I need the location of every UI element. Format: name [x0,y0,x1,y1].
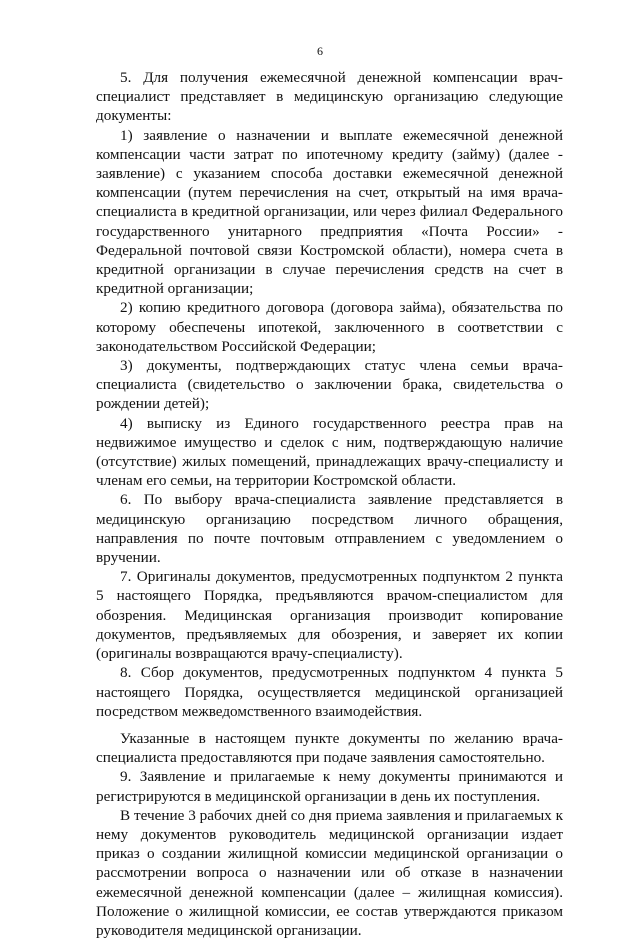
paragraph-item-9-commission: В течение 3 рабочих дней со дня приема заявления и прилагаемых к нему документов руководитель медицинской организации издает приказ о создании жилищной комиссии медицинской организации о рассмотрении вопроса о назначении или об отказе в назначении ежемесячной денежной компенсации (далее – жилищная комиссия). Положение о жилищной комиссии, ее состав утверждаются приказом руководителя медицинской организации. [96,806,563,939]
document-body [96,68,563,940]
paragraph-subitem-1: 1) заявление о назначении и выплате ежемесячной денежной компенсации части затрат по ипотечному кредиту (займу) (далее - заявление) с указанием способа доставки ежемесячной денежной компенсации (путем перечисления на счет, открытый на имя врача-специалиста в кредитной организации, или через филиал Федерального государственного унитарного предприятия «Почта России» - Федеральной почтовой связи Костромской области), номера счета в кредитной организации в случае перечисления средств на счет в кредитной организации; [96,126,563,298]
paragraph-subitem-3: 3) документы, подтверждающих статус члена семьи врача-специалиста (свидетельство о заключении брака, свидетельства о рождении детей); [96,357,563,413]
paragraph-item-8-note: Указанные в настоящем пункте документы по желанию врача-специалиста предоставляются при подаче заявления самостоятельно. [96,729,563,767]
paragraph-item-8: 8. Сбор документов, предусмотренных подпунктом 4 пункта 5 настоящего Порядка, осуществляется медицинской организацией посредством межведомственного взаимодействия. [96,664,563,720]
paragraph-item-5: 5. Для получения ежемесячной денежной компенсации врач-специалист представляет в медицинскую организацию следующие документы: [96,69,563,125]
paragraph-item-7: 7. Оригиналы документов, предусмотренных подпунктом 2 пункта 5 настоящего Порядка, предъявляются врачом-специалистом для обозрения. Медицинская организация производит копирование документов, предъявляемых для обозрения, и заверяет их копии (оригиналы возвращаются врачу-специалисту). [96,568,563,663]
page-number: 6 [317,44,323,58]
paragraph-item-9: 9. Заявление и прилагаемые к нему документы принимаются и регистрируются в медицинской организации в день их поступления. [96,768,563,805]
paragraph-subitem-2: 2) копию кредитного договора (договора займа), обязательства по которому обеспечены ипотекой, заключенного в соответствии с законодательством Российской Федерации; [96,299,563,355]
paragraph-subitem-4: 4) выписку из Единого государственного реестра прав на недвижимое имущество и сделок с ним, подтверждающую наличие (отсутствие) жилых помещений, принадлежащих врачу-специалисту и членам его семьи, на территории Костромской области. [96,414,563,490]
paragraph-item-6: 6. По выбору врача-специалиста заявление представляется в медицинскую организацию посредством личного обращения, направления по почте почтовым отправлением с уведомлением о вручении. [96,491,563,567]
